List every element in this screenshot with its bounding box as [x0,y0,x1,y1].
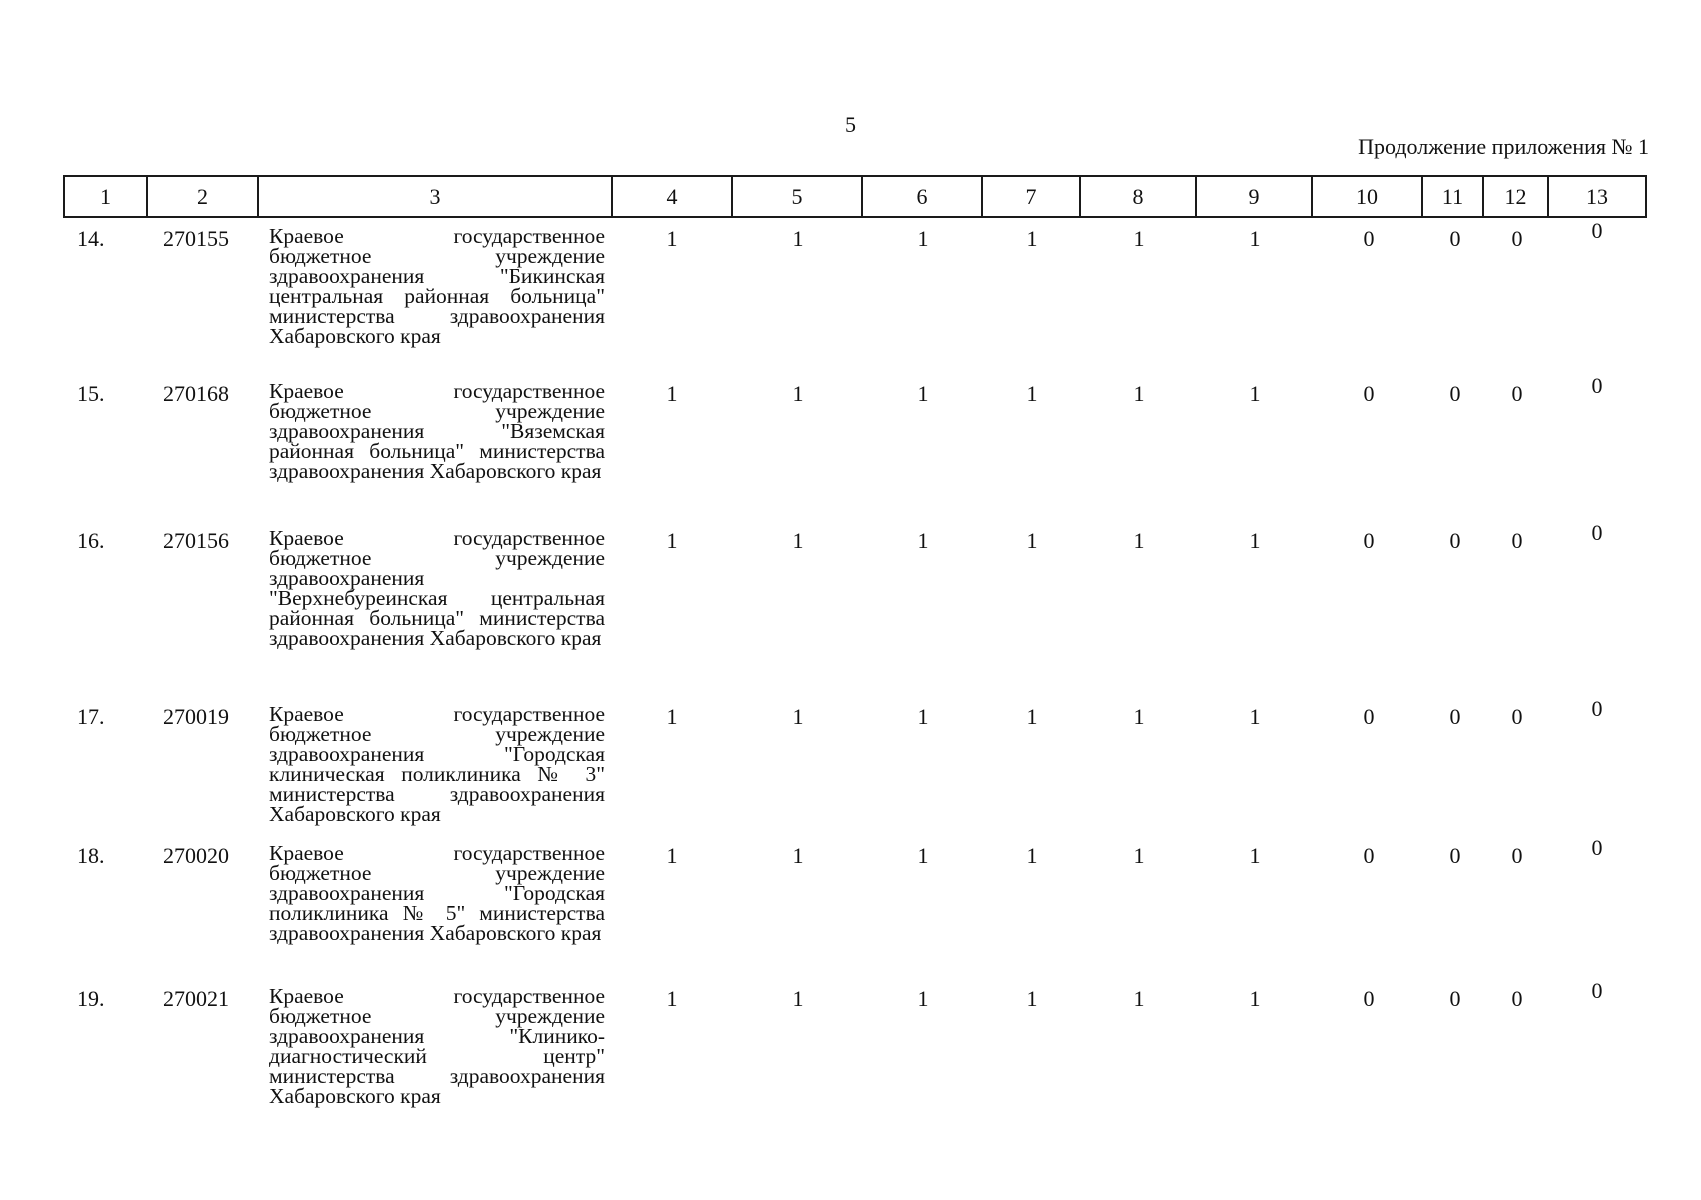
header-row [64,176,1646,217]
row-value-col-7: 1 [1026,528,1038,553]
row-value-col-8: 1 [1133,528,1145,553]
row-value-col-7: 1 [1026,704,1038,729]
column-header-table [63,175,1647,218]
row-value-col-6: 1 [917,704,929,729]
row-value-col-9: 1 [1249,704,1261,729]
row-value-col-5: 1 [792,986,804,1011]
row-value-col-12: 0 [1511,704,1523,729]
row-description: Краевое государственное бюджетное учреждение здравоохранения "Городская клиническая поликлиника № 3" министерства здравоохранения Хабаровского края [269,702,605,826]
row-description: Краевое государственное бюджетное учреждение здравоохранения "Клинико-диагностический центр" министерства здравоохранения Хабаровского края [269,984,605,1108]
row-value-col-11: 0 [1449,704,1461,729]
row-value-col-8: 1 [1133,986,1145,1011]
row-value-col-7: 1 [1026,381,1038,406]
header-col-11: 11 [1422,176,1483,217]
row-value-col-13: 0 [1591,218,1603,243]
header-col-13: 13 [1548,176,1646,217]
row-code: 270020 [163,843,229,868]
row-value-col-11: 0 [1449,843,1461,868]
header-col-12: 12 [1483,176,1548,217]
row-value-col-13: 0 [1591,373,1603,398]
row-value-col-11: 0 [1449,986,1461,1011]
row-code: 270168 [163,381,229,406]
row-description: Краевое государственное бюджетное учреждение здравоохранения "Городская поликлиника № 5" министерства здравоохранения Хабаровского края [269,841,605,945]
row-value-col-12: 0 [1511,843,1523,868]
row-description: Краевое государственное бюджетное учреждение здравоохранения "Верхнебуреинская центральная районная больница" министерства здравоохранения Хабаровского края [269,526,605,650]
row-value-col-8: 1 [1133,843,1145,868]
table-row [63,978,1645,1116]
row-number: 18. [77,843,105,868]
row-value-col-6: 1 [917,986,929,1011]
row-description: Краевое государственное бюджетное учреждение здравоохранения "Бикинская центральная районная больница" министерства здравоохранения Хабаровского края [269,224,605,348]
row-value-col-7: 1 [1026,843,1038,868]
row-value-col-10: 0 [1363,381,1375,406]
row-value-col-9: 1 [1249,381,1261,406]
row-value-col-5: 1 [792,528,804,553]
header-col-5: 5 [732,176,862,217]
row-value-col-5: 1 [792,226,804,251]
row-value-col-10: 0 [1363,704,1375,729]
header-col-3: 3 [258,176,612,217]
row-code: 270155 [163,226,229,251]
row-value-col-4: 1 [666,226,678,251]
row-value-col-10: 0 [1363,226,1375,251]
row-value-col-9: 1 [1249,843,1261,868]
row-value-col-13: 0 [1591,520,1603,545]
row-value-col-4: 1 [666,986,678,1011]
table-row [63,696,1645,834]
row-value-col-6: 1 [917,226,929,251]
header-col-8: 8 [1080,176,1196,217]
row-code: 270156 [163,528,229,553]
table-row [63,520,1645,698]
row-value-col-13: 0 [1591,978,1603,1003]
row-value-col-6: 1 [917,528,929,553]
row-value-col-11: 0 [1449,226,1461,251]
row-code: 270021 [163,986,229,1011]
continuation-label: Продолжение приложения № 1 [1358,134,1649,159]
row-value-col-6: 1 [917,843,929,868]
row-value-col-7: 1 [1026,226,1038,251]
row-value-col-10: 0 [1363,986,1375,1011]
row-value-col-5: 1 [792,843,804,868]
row-value-col-10: 0 [1363,528,1375,553]
row-value-col-4: 1 [666,381,678,406]
row-value-col-13: 0 [1591,835,1603,860]
header-col-9: 9 [1196,176,1312,217]
row-value-col-5: 1 [792,704,804,729]
row-value-col-5: 1 [792,381,804,406]
table-row [63,373,1645,521]
header-col-4: 4 [612,176,732,217]
row-value-col-9: 1 [1249,226,1261,251]
row-value-col-11: 0 [1449,381,1461,406]
row-value-col-8: 1 [1133,226,1145,251]
row-value-col-8: 1 [1133,381,1145,406]
header-col-10: 10 [1312,176,1422,217]
row-value-col-9: 1 [1249,528,1261,553]
header-col-7: 7 [982,176,1080,217]
row-value-col-11: 0 [1449,528,1461,553]
row-value-col-10: 0 [1363,843,1375,868]
row-value-col-12: 0 [1511,226,1523,251]
header-col-1: 1 [64,176,147,217]
row-value-col-8: 1 [1133,704,1145,729]
row-code: 270019 [163,704,229,729]
row-value-col-4: 1 [666,704,678,729]
header-col-6: 6 [862,176,982,217]
row-number: 15. [77,381,105,406]
row-value-col-12: 0 [1511,528,1523,553]
row-description: Краевое государственное бюджетное учреждение здравоохранения "Вяземская районная больница" министерства здравоохранения Хабаровского края [269,379,605,483]
table-row [63,218,1645,376]
row-value-col-6: 1 [917,381,929,406]
row-number: 17. [77,704,105,729]
row-number: 14. [77,226,105,251]
row-value-col-13: 0 [1591,696,1603,721]
row-number: 16. [77,528,105,553]
row-number: 19. [77,986,105,1011]
row-value-col-9: 1 [1249,986,1261,1011]
page-number: 5 [845,112,856,137]
row-value-col-4: 1 [666,843,678,868]
row-value-col-12: 0 [1511,381,1523,406]
table-row [63,835,1645,973]
row-value-col-12: 0 [1511,986,1523,1011]
header-col-2: 2 [147,176,258,217]
row-value-col-7: 1 [1026,986,1038,1011]
row-value-col-4: 1 [666,528,678,553]
